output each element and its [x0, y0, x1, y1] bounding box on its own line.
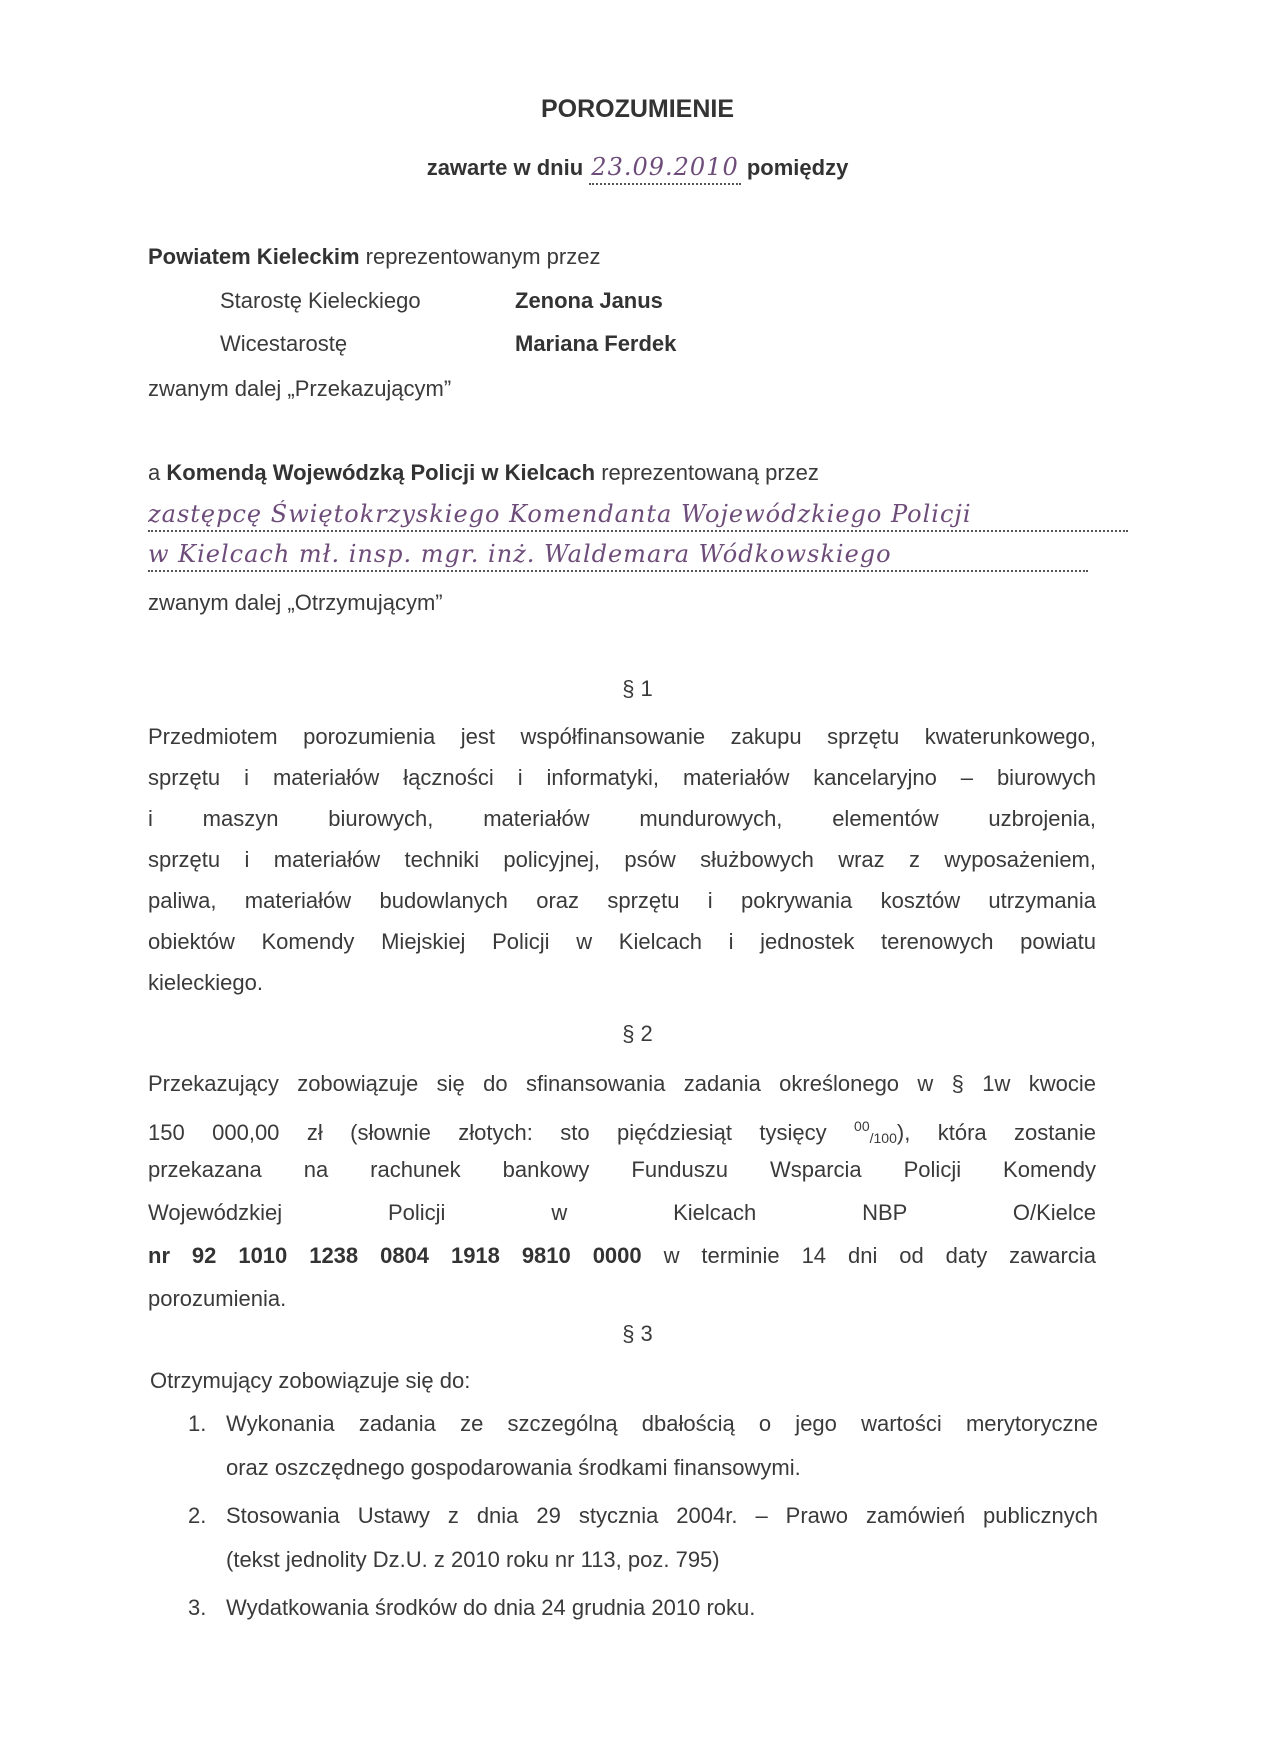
payment-term: w terminie 14 dni od daty zawarcia — [663, 1243, 1096, 1268]
party1-name: Powiatem Kieleckim — [148, 244, 360, 269]
section-1-line: obiektów Komendy Miejskiej Policji w Kielcach i jednostek terenowych powiatu — [148, 929, 1096, 954]
party2-represented: reprezentowaną przez — [601, 460, 819, 485]
list-item-number: 3. — [188, 1595, 207, 1620]
list-item-line-1: Wykonania zadania ze szczególną dbałością o jego wartości merytoryczne — [226, 1411, 1098, 1436]
party1-person-1: Zenona Janus — [515, 288, 663, 313]
party2-prefix: a — [148, 460, 161, 485]
section-1-heading: § 1 — [622, 676, 653, 701]
date-line — [0, 155, 1275, 179]
amount-text-end: ), która zostanie — [896, 1120, 1096, 1145]
section-2-heading: § 2 — [622, 1021, 653, 1046]
fraction-numerator: 00 — [854, 1118, 870, 1134]
section-1-line: Przedmiotem porozumienia jest współfinansowanie zakupu sprzętu kwaterunkowego, — [148, 724, 1096, 749]
amount-text: 150 000,00 zł (słownie złotych: sto pięćdziesiąt tysięcy — [148, 1120, 827, 1145]
party1-represented: reprezentowanym przez — [365, 244, 601, 269]
party1-role-2: Wicestarostę — [220, 331, 348, 356]
party1-alias: zwanym dalej „Przekazującym” — [148, 376, 452, 401]
party1-line — [148, 246, 600, 268]
bank-account-number: nr 92 1010 1238 0804 1918 9810 0000 — [148, 1243, 642, 1268]
list-item-number: 1. — [188, 1411, 207, 1436]
fraction-denominator: /100 — [869, 1130, 897, 1146]
list-item-number: 2. — [188, 1503, 207, 1528]
list-item-line-1: Stosowania Ustawy z dnia 29 stycznia 2004r. – Prawo zamówień publicznych — [226, 1503, 1098, 1528]
section-1-line: i maszyn biurowych, materiałów mundurowych, elementów uzbrojenia, — [148, 806, 1096, 831]
handwritten-representative-line-2: w Kielcach mł. insp. mgr. inż. Waldemara Wódkowskiego — [148, 540, 1088, 572]
section-1-line: paliwa, materiałów budowlanych oraz sprzętu i pokrywania kosztów utrzymania — [148, 888, 1096, 913]
party2-name: Komendą Wojewódzką Policji w Kielcach — [166, 460, 596, 485]
section-1-line: sprzętu i materiałów techniki policyjnej, psów służbowych wraz z wyposażeniem, — [148, 847, 1096, 872]
section-2-line-2 — [148, 1105, 1096, 1148]
party1-person-2: Mariana Ferdek — [515, 331, 677, 356]
document-title: POROZUMIENIE — [540, 95, 735, 123]
section-1-line: kieleckiego. — [148, 970, 263, 995]
list-item-line-2: oraz oszczędnego gospodarowania środkami finansowymi. — [226, 1455, 801, 1480]
handwritten-representative-line-1: zastępcę Świętokrzyskiego Komendanta Wojewódzkiego Policji — [148, 500, 1128, 532]
section-2-line-3: przekazana na rachunek bankowy Funduszu Wsparcia Policji Komendy — [148, 1157, 1096, 1182]
section-2-line-5 — [148, 1234, 1096, 1277]
party2-line — [148, 462, 819, 484]
section-2-line-4: Wojewódzkiej Policji w Kielcach NBP O/Kielce — [148, 1200, 1096, 1225]
party2-alias: zwanym dalej „Otrzymującym” — [148, 590, 443, 615]
section-1-text — [148, 716, 1096, 1003]
date-prefix: zawarte w dniu — [426, 155, 584, 180]
section-1-line: sprzętu i materiałów łączności i informatyki, materiałów kancelaryjno – biurowych — [148, 765, 1096, 790]
section-2-line-1: Przekazujący zobowiązuje się do sfinansowania zadania określonego w § 1w kwocie — [148, 1071, 1096, 1096]
section-2-text — [148, 1062, 1096, 1320]
party1-role-1: Starostę Kieleckiego — [220, 288, 421, 313]
section-3-heading: § 3 — [622, 1321, 653, 1346]
handwritten-date: 23.09.2010 — [589, 153, 740, 185]
date-suffix: pomiędzy — [746, 155, 849, 180]
list-item-line-1: Wydatkowania środków do dnia 24 grudnia 2010 roku. — [226, 1595, 756, 1620]
list-item-line-2: (tekst jednolity Dz.U. z 2010 roku nr 113, poz. 795) — [226, 1547, 720, 1572]
section-3-intro: Otrzymujący zobowiązuje się do: — [150, 1368, 471, 1393]
section-2-line-6: porozumienia. — [148, 1286, 287, 1311]
